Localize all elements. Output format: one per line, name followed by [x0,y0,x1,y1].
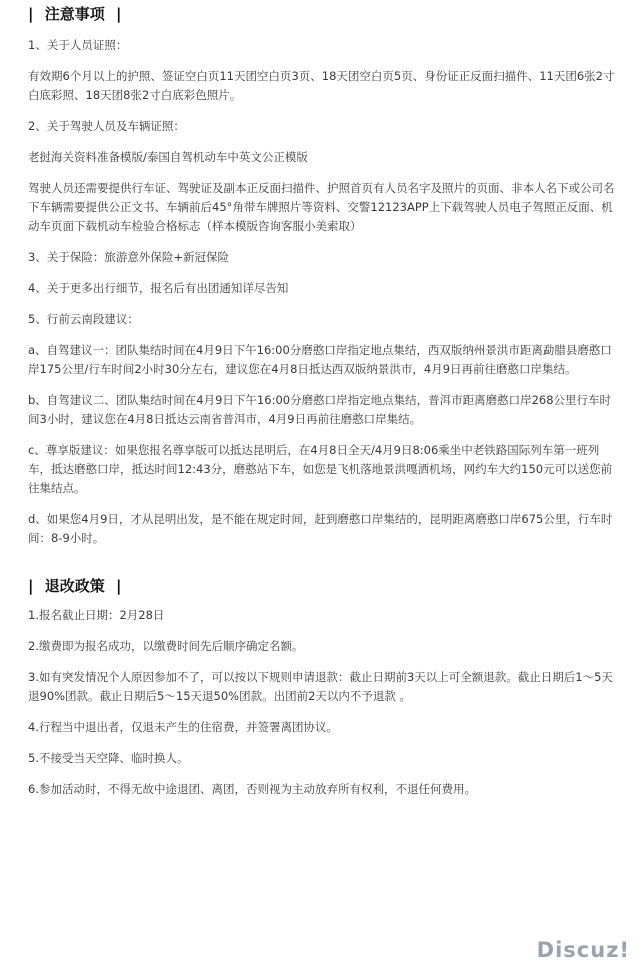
refund-item-4: 4.行程当中退出者，仅退未产生的住宿费，并签署离团协议。 [28,720,338,734]
notes-item-6: 3、关于保险：旅游意外保险+新冠保险 [28,250,229,264]
notes-item-5: 驾驶人员还需要提供行车证、驾驶证及副本正反面扫描件、护照首页有人员名字及照片的页面、非本人名下或公司名下车辆需要提供公正文书、车辆前后45°角带车牌照片等资料、交警12123APP上下载驾驶人员电子驾照正反面、机动车页面下载机动车检验合格标志（样本模版咨询客服小美索取） [28,181,615,233]
refund-title-text: 退改政策 [44,577,105,595]
refund-item-3: 3.如有突发情况个人原因参加不了，可以按以下规则申请退款：截止日期前3天以上可全额退款。截止日期后1～5天退90%团款。截止日期后5～15天退50%团款。出团前2天以内不予退款 。 [28,670,613,703]
notes-item-7: 4、关于更多出行细节，报名后有出团通知详尽告知 [28,281,289,295]
notes-title-text: 注意事项 [44,5,105,23]
title-bar-right: | [115,577,122,595]
notes-item-11: c、尊享版建议：如果您报名尊享版可以抵达昆明后，在4月8日全天/4月9日8:06乘坐中老铁路国际列车第一班列车，抵达磨憨口岸，抵达时间12:43分，磨憨站下车，如您是飞机落地景洪嘎洒机场，网约车大约150元可以送您前往集结点。 [28,443,613,495]
notes-item-12: d、如果您4月9日，才从昆明出发，是不能在规定时间，赶到磨憨口岸集结的，昆明距离磨憨口岸675公里，行车时间：8-9小时。 [28,512,613,545]
notes-item-8: 5、行前云南段建议： [28,312,139,326]
notes-item-1: 1、关于人员证照： [28,38,128,52]
discuz-watermark: Discuz! [536,938,630,962]
notes-item-3: 2、关于驾驶人员及车辆证照： [28,119,185,133]
title-bar-left: | [28,5,34,23]
notes-item-4: 老挝海关资料准备模版/泰国自驾机动车中英文公正模版 [28,150,308,164]
refund-item-6: 6.参加活动时，不得无故中途退团、离团，否则视为主动放弃所有权利，不退任何费用。 [28,782,476,796]
notes-item-2: 有效期6个月以上的护照、签证空白页11天团空白页3页、18天团空白页5页、身份证正反面扫描件、11天团6张2寸白底彩照、18天团8张2寸白底彩色照片。 [28,69,615,102]
notes-item-10: b、自驾建议二、团队集结时间在4月9日下午16:00分磨憨口岸指定地点集结，普洱市距离磨憨口岸268公里行车时间3小时，建议您在4月8日抵达云南省普洱市，4月9日再前往磨憨口岸集结。 [28,393,612,426]
refund-item-5: 5.不接受当天空降、临时换人。 [28,751,189,765]
refund-item-1: 1.报名截止日期：2月28日 [28,608,165,622]
notes-section-title [28,0,618,28]
refund-section-title [28,572,618,600]
refund-item-2: 2.缴费即为报名成功，以缴费时间先后顺序确定名额。 [28,639,304,653]
notes-item-9: a、自驾建议一：团队集结时间在4月9日下午16:00分磨憨口岸指定地点集结，西双版纳州景洪市距离勐腊县磨憨口岸175公里/行车时间2小时30分左右，建议您在4月8日抵达西双版纳景洪市，4月9日再前往磨憨口岸集结。 [28,343,612,376]
article-body [28,0,618,811]
title-bar-left: | [28,577,34,595]
title-bar-right: | [115,5,122,23]
